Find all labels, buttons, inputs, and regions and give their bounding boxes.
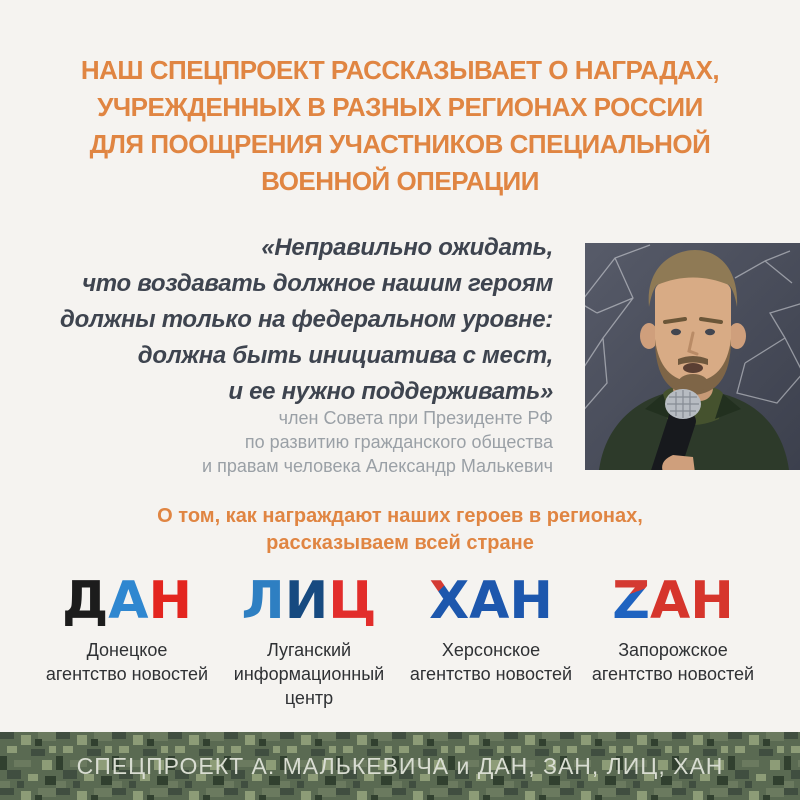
khan-caption: Херсонское агентство новостей: [409, 640, 573, 684]
headline-line: НАШ СПЕЦПРОЕКТ РАССКАЗЫВАЕТ О НАГРАДАХ,: [80, 55, 720, 85]
headline-line: УЧРЕЖДЕННЫХ В РАЗНЫХ РЕГИОНАХ РОССИИ: [97, 92, 703, 122]
headline: [28, 52, 772, 200]
speaker-photo-graphic: [585, 243, 800, 470]
footer-banner: [0, 732, 800, 800]
attribution-line: по развитию гражданского общества: [244, 432, 553, 452]
khan-logo: ХАН: [429, 571, 553, 631]
footer-text: СПЕЦПРОЕКТ А. МАЛЬКЕВИЧА и ДАН, ЗАН, ЛИЦ, ХАН: [76, 753, 724, 779]
zan-caption: Запорожское агентство новостей: [591, 640, 755, 684]
quote-attribution: [18, 406, 553, 478]
agency-khan: [400, 571, 582, 710]
quote-line: «Неправильно ожидать,: [261, 234, 553, 261]
agency-lits: [218, 571, 400, 710]
quote-text: [18, 230, 553, 410]
speaker-photo: [585, 243, 800, 470]
quote-line: должны только на федеральном уровне:: [60, 306, 553, 333]
subheadline: [0, 503, 800, 557]
quote-line: что воздавать должное нашим героям: [82, 270, 553, 297]
lits-caption: Луганский информационный центр: [233, 640, 385, 708]
agency-dan: [36, 571, 218, 710]
headline-line: ВОЕННОЙ ОПЕРАЦИИ: [261, 166, 539, 196]
agency-zan: [582, 571, 764, 710]
attribution-line: член Совета при Президенте РФ: [278, 408, 553, 428]
lits-logo: ЛИЦ: [241, 571, 377, 631]
quote-line: должна быть инициатива с мест,: [137, 342, 553, 369]
quote-line: и ее нужно поддерживать»: [228, 378, 553, 405]
headline-line: ДЛЯ ПООЩРЕНИЯ УЧАСТНИКОВ СПЕЦИАЛЬНОЙ: [89, 129, 711, 159]
zan-logo: ZАН: [612, 571, 734, 631]
agencies-row: [36, 571, 764, 710]
subheadline-line: О том, как награждают наших героев в регионах,: [157, 505, 643, 527]
attribution-line: и правам человека Александр Малькевич: [202, 456, 553, 476]
subheadline-line: рассказываем всей стране: [266, 532, 534, 554]
dan-logo: ДАН: [61, 571, 193, 631]
dan-caption: Донецкое агентство новостей: [45, 640, 209, 684]
